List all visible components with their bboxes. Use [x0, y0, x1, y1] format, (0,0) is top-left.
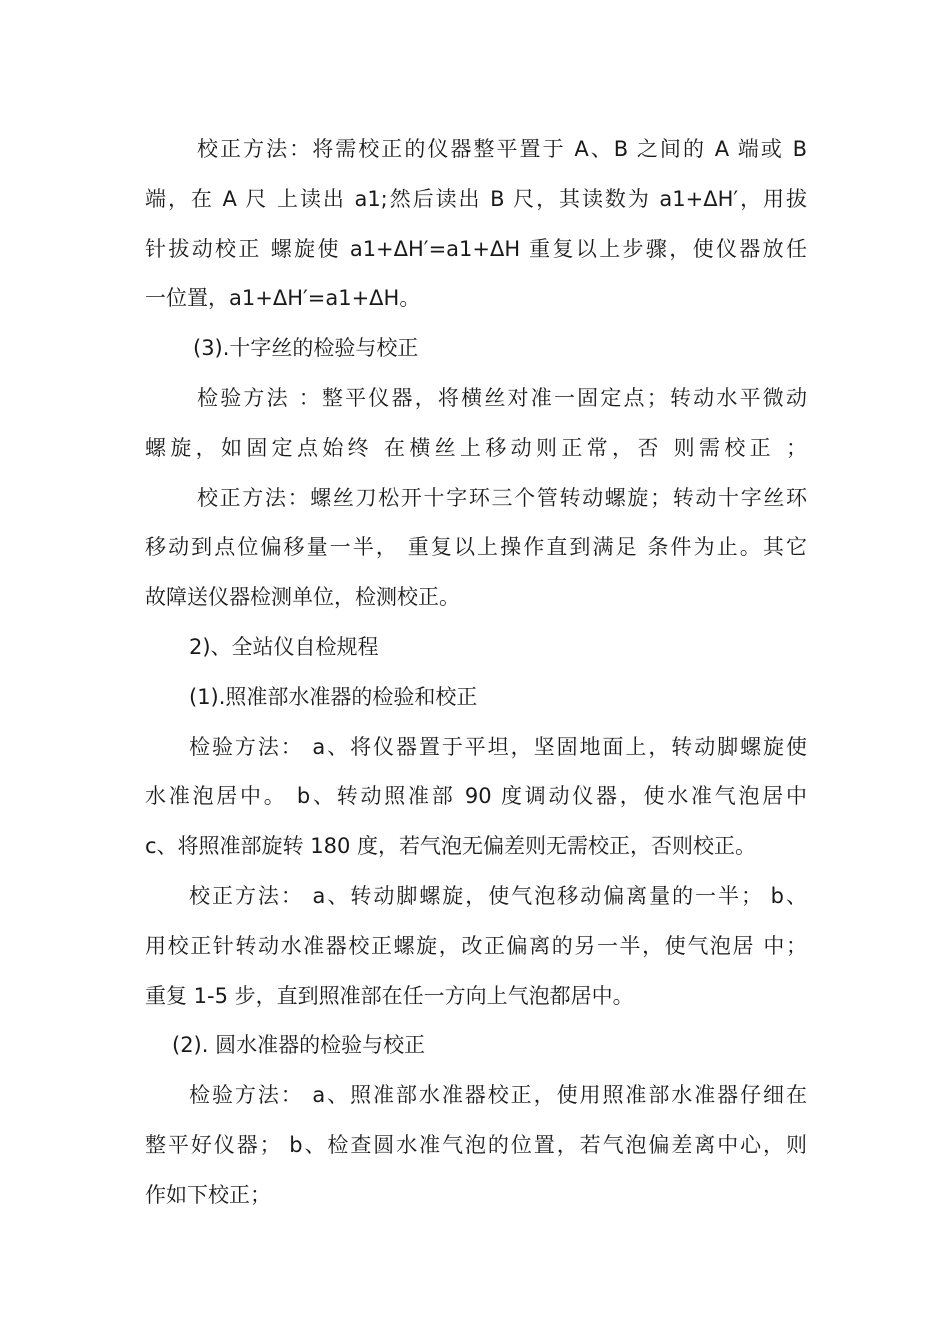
text-line: 检验方法 ：整平仪器，将横丝对准一固定点；转动水平微动: [197, 385, 807, 410]
text-line: 移动到点位偏移量一半， 重复以上操作直到满足 条件为止。其它: [145, 535, 807, 560]
text-line: 检验方法： a、将仪器置于平坦，坚固地面上，转动脚螺旋使: [189, 734, 807, 759]
text-line: 作如下校正；: [145, 1182, 271, 1207]
text-line: 针拔动校正 螺旋使 a1+ΔH′=a1+ΔH 重复以上步骤，使仪器放任: [145, 236, 807, 261]
text-line: 故障送仪器检测单位，检测校正。: [145, 585, 460, 610]
section-heading: (3).十字丝的检验与校正: [193, 336, 419, 361]
text-line: c、将照准部旋转 180 度，若气泡无偏差则无需校正，否则校正。: [145, 834, 756, 859]
text-line: 端，在 A 尺 上读出 a1;然后读出 B 尺，其读数为 a1+ΔH′，用拔: [145, 186, 807, 211]
section-heading: 2)、全站仪自检规程: [189, 634, 379, 659]
text-line: 重复 1-5 步，直到照准部在任一方向上气泡都居中。: [145, 983, 634, 1008]
document-page: [145, 125, 807, 1221]
text-line: 校正方法：将需校正的仪器整平置于 A、B 之间的 A 端或 B: [197, 137, 807, 161]
text-line: 螺旋，如固定点始终 在横丝上移动则正常，否 则需校正 ；: [145, 435, 807, 460]
text-line: 校正方法： a、转动脚螺旋，使气泡移动偏离量的一半； b、: [189, 883, 807, 908]
text-line: 整平好仪器； b、检查圆水准气泡的位置，若气泡偏差离中心，则: [145, 1132, 807, 1157]
text-line: 一位置，a1+ΔH′=a1+ΔH。: [145, 286, 421, 311]
section-heading: (2). 圆水准器的检验与校正: [172, 1033, 426, 1058]
section-heading: (1).照准部水准器的检验和校正: [189, 684, 478, 709]
text-line: 用校正针转动水准器校正螺旋，改正偏离的另一半，使气泡居 中；: [145, 933, 807, 958]
text-line: 校正方法：螺丝刀松开十字环三个管转动螺旋；转动十字丝环: [197, 485, 807, 510]
text-line: 检验方法： a、照准部水准器校正，使用照准部水准器仔细在: [189, 1083, 807, 1108]
text-line: 水准泡居中。 b、转动照准部 90 度调动仪器，使水准气泡居中: [145, 784, 807, 809]
